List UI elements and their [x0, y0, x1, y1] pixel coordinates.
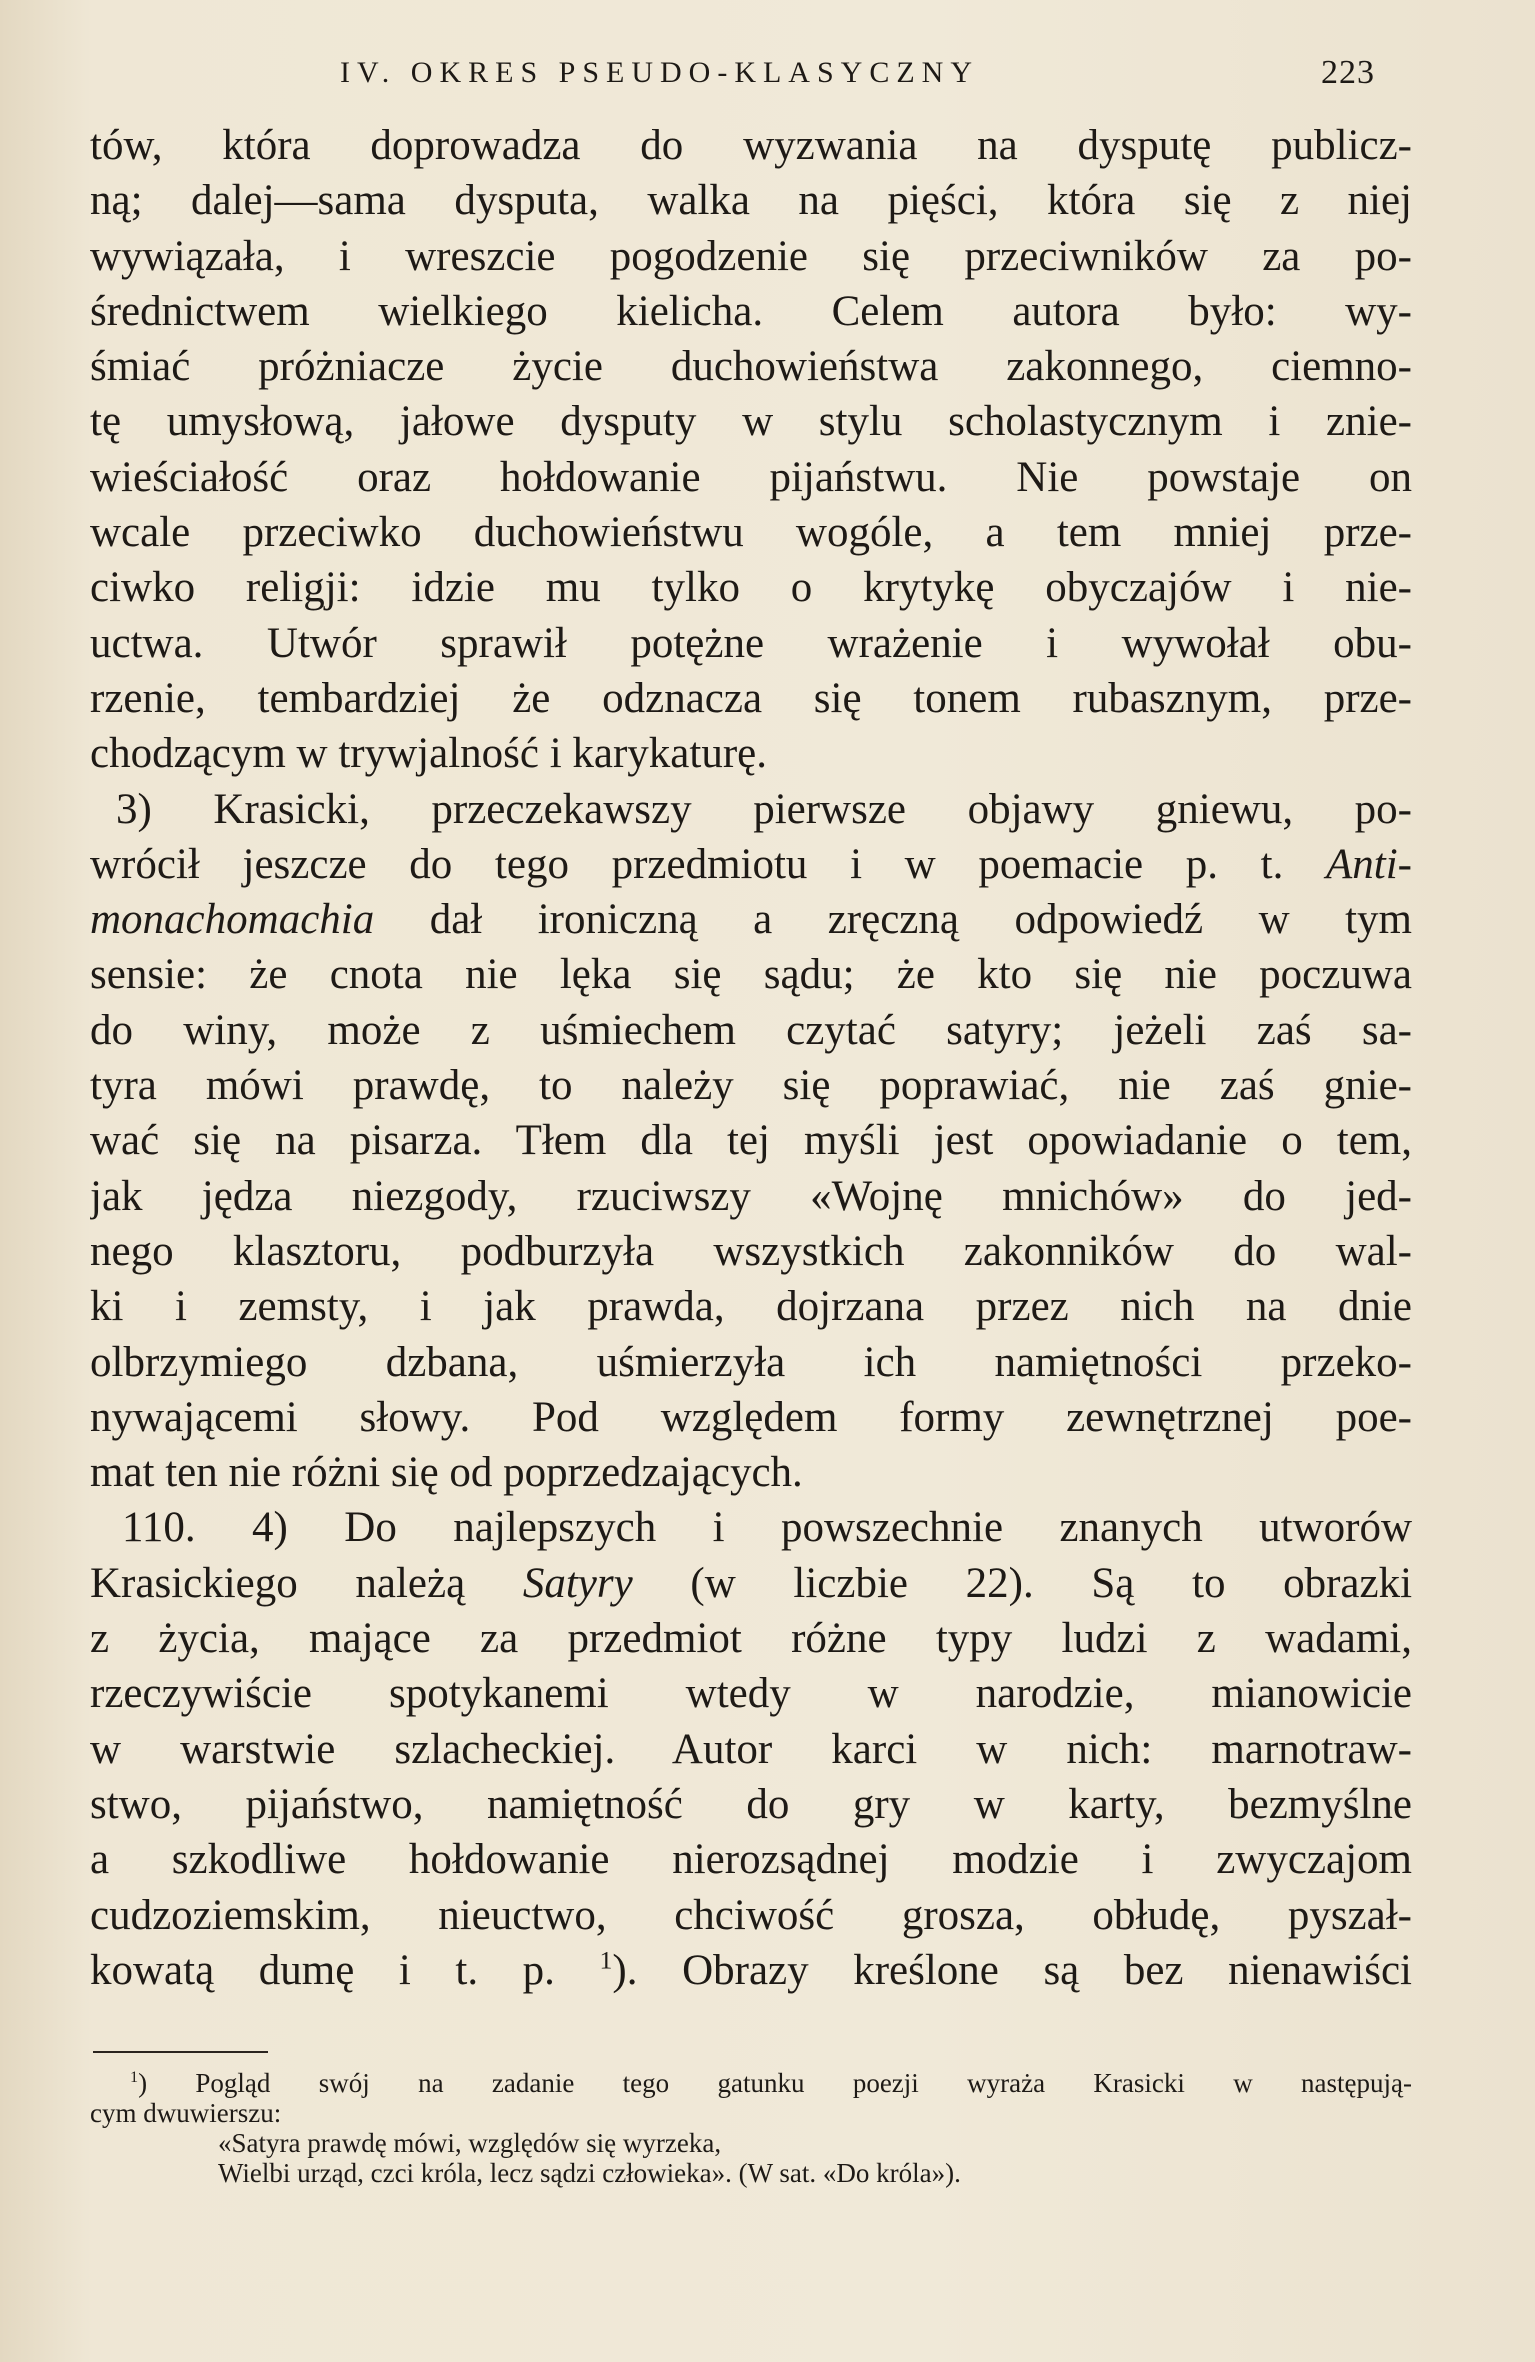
text-line: tów, która doprowadza do wyzwania na dysputę publicz- — [90, 122, 1412, 169]
text-line: olbrzymiego dzbana, uśmierzyła ich namiętności przeko- — [90, 1338, 1412, 1386]
running-header — [90, 52, 1375, 102]
body-text — [90, 118, 1412, 1998]
text-run: Krasickiego należą — [90, 1559, 466, 1607]
text-line: uctwa. Utwór sprawił potężne wrażenie i wywołał obu- — [90, 619, 1412, 667]
text-line: ną; dalej—sama dysputa, walka na pięści, która się z niej — [90, 177, 1412, 225]
text-line: wać się na pisarza. Tłem dla tej myśli jest opowiadanie o tem, — [90, 1117, 1412, 1165]
text-line: jak jędza niezgody, rzuciwszy «Wojnę mnichów» do jed- — [90, 1172, 1412, 1220]
text-line: tyra mówi prawdę, to należy się poprawiać, nie zaś gnie- — [90, 1062, 1412, 1110]
text-line — [90, 1556, 1412, 1611]
text-line: wcale przeciwko duchowieństwu wogóle, a tem mniej prze- — [90, 509, 1412, 557]
footnote-number: 1 — [130, 2068, 139, 2086]
text-run: dał ironiczną a zręczną odpowiedź w tym — [429, 896, 1412, 944]
text-run: kowatą dumę i t. p. — [90, 1946, 555, 1994]
text-line: średnictwem wielkiego kielicha. Celem autora było: wy- — [90, 287, 1412, 335]
text-line — [90, 837, 1412, 892]
footnote-line — [90, 2068, 1412, 2098]
text-line: sensie: że cnota nie lęka się sądu; że kto się nie poczuwa — [90, 951, 1412, 999]
text-line — [90, 1943, 1412, 1998]
text-line: wieściałość oraz hołdowanie pijaństwu. Nie powstaje on — [90, 453, 1412, 501]
chapter-title: IV. OKRES PSEUDO-KLASYCZNY — [340, 56, 979, 89]
page-number: 223 — [1321, 54, 1375, 91]
text-line: wywiązała, i wreszcie pogodzenie się przeciwników za po- — [90, 232, 1412, 280]
text-line — [90, 892, 1412, 947]
text-run: wrócił jeszcze do tego przedmiotu i w poemacie p. t. — [90, 840, 1284, 888]
text-run: ) Pogląd swój na zadanie tego gatunku poezji wyraża Krasicki w następują- — [138, 2068, 1412, 2098]
text-line: rzeczywiście spotykanemi wtedy w narodzie, mianowicie — [90, 1670, 1412, 1718]
footnotes — [90, 2068, 1412, 2188]
text-run: (w liczbie 22). Są to obrazki — [690, 1559, 1412, 1607]
text-line: chodzącym w trywjalność i karykaturę. — [90, 730, 767, 778]
text-line: ki i zemsty, i jak prawda, dojrzana przez nich na dnie — [90, 1283, 1412, 1331]
footnote-marker: 1 — [599, 1945, 613, 1975]
text-line: 3) Krasicki, przeczekawszy pierwsze objawy gniewu, po- — [116, 785, 1412, 833]
italic-title: monachomachia — [90, 896, 375, 944]
text-line: śmiać próżniacze życie duchowieństwa zakonnego, ciemno- — [90, 343, 1412, 391]
text-line: do winy, może z uśmiechem czytać satyry; jeżeli zaś sa- — [90, 1006, 1412, 1054]
text-line: mat ten nie różni się od poprzedzających. — [90, 1449, 803, 1497]
footnote-line: cym dwuwierszu: — [90, 2098, 282, 2128]
text-line: tę umysłową, jałowe dysputy w stylu scholastycznym i znie- — [90, 398, 1412, 446]
text-line: w warstwie szlacheckiej. Autor karci w nich: marnotraw- — [90, 1725, 1412, 1773]
text-run: ). Obrazy kreślone są bez nienawiści — [612, 1946, 1412, 1994]
text-line: rzenie, tembardziej że odznacza się tonem rubasznym, prze- — [90, 674, 1412, 722]
footnote-quote-line: Wielbi urząd, czci króla, lecz sądzi człowieka». (W sat. «Do króla»). — [218, 2158, 961, 2188]
footnote-quote-line: «Satyra prawdę mówi, względów się wyrzeka, — [218, 2128, 722, 2158]
text-line: cudzoziemskim, nieuctwo, chciwość grosza, obłudę, pyszał- — [90, 1891, 1412, 1939]
text-line: nywającemi słowy. Pod względem formy zewnętrznej poe- — [90, 1393, 1412, 1441]
text-line: stwo, pijaństwo, namiętność do gry w karty, bezmyślne — [90, 1780, 1412, 1828]
text-line: ciwko religji: idzie mu tylko o krytykę obyczajów i nie- — [90, 564, 1412, 612]
text-line: 110. 4) Do najlepszych i powszechnie znanych utworów — [122, 1504, 1412, 1552]
text-line: a szkodliwe hołdowanie nierozsądnej modzie i zwyczajom — [90, 1836, 1412, 1884]
text-line: nego klasztoru, podburzyła wszystkich zakonników do wal- — [90, 1227, 1412, 1275]
italic-title: Anti- — [1326, 840, 1412, 888]
text-line: z życia, mające za przedmiot różne typy ludzi z wadami, — [90, 1615, 1412, 1663]
footnote-divider — [93, 2051, 268, 2053]
italic-title: Satyry — [522, 1559, 633, 1607]
